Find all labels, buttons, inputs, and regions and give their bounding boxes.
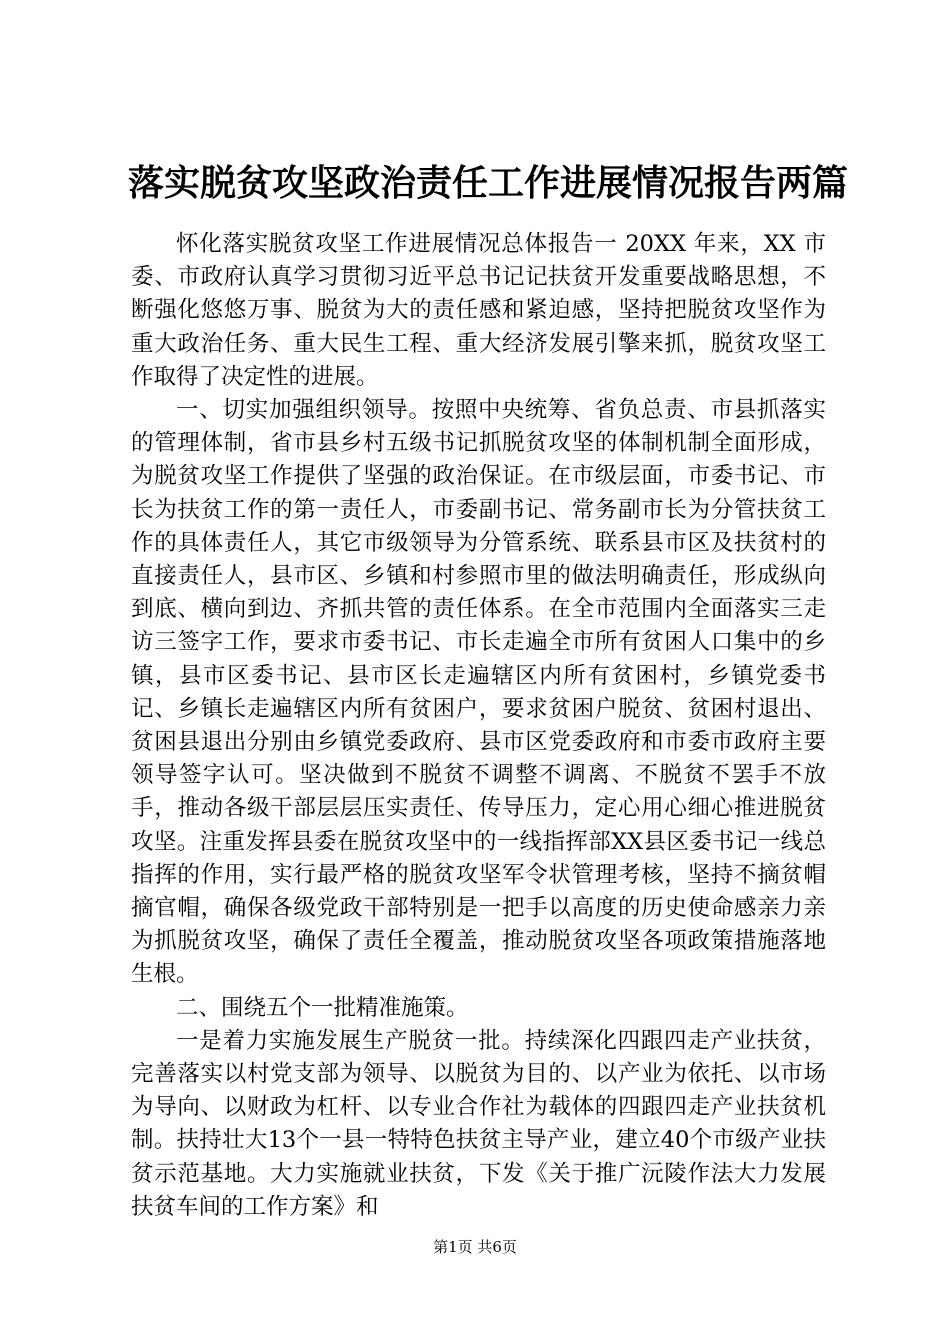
document-title: 落实脱贫攻坚政治责任工作进展情况报告两篇: [128, 162, 849, 204]
document-body: [131, 228, 826, 1224]
paragraph-section-2-item-1: 一是着力实施发展生产脱贫一批。持续深化四跟四走产业扶贫，完善落实以村党支部为领导、以脱贫为目的、以产业为依托、以市场为导向、以财政为杠杆、以专业合作社为载体的四跟四走产业扶贫机制。扶持壮大13个一县一特特色扶贫主导产业，建立40个市级产业扶贫示范基地。大力实施就业扶贫，下发《关于推广沅陵作法大力发展扶贫车间的工作方案》和: [131, 1027, 826, 1220]
page-footer: 第1页 共6页: [433, 1238, 517, 1256]
paragraph-section-2-heading: 二、围绕五个一批精准施策。: [176, 994, 469, 1021]
paragraph-intro: 怀化落实脱贫攻坚工作进展情况总体报告一 20XX 年来，XX 市委、市政府认真学习贯彻习近平总书记记扶贫开发重要战略思想，不断强化悠悠万事、脱贫为大的责任感和紧迫感，坚持把脱贫攻坚作为重大政治任务、重大民生工程、重大经济发展引擎来抓，脱贫攻坚工作取得了决定性的进展。: [131, 231, 826, 390]
paragraph-section-1: 一、切实加强组织领导。按照中央统筹、省负总责、市县抓落实的管理体制，省市县乡村五级书记抓脱贫攻坚的体制机制全面形成，为脱贫攻坚工作提供了坚强的政治保证。在市级层面，市委书记、市长为扶贫工作的第一责任人，市委副书记、常务副市长为分管扶贫工作的具体责任人，其它市级领导为分管系统、联系县市区及扶贫村的直接责任人，县市区、乡镇和村参照市里的做法明确责任，形成纵向到底、横向到边、齐抓共管的责任体系。在全市范围内全面落实三走访三签字工作，要求市委书记、市长走遍全市所有贫困人口集中的乡镇，县市区委书记、县市区长走遍辖区内所有贫困村，乡镇党委书记、乡镇长走遍辖区内所有贫困户，要求贫困户脱贫、贫困村退出、贫困县退出分别由乡镇党委政府、县市区党委政府和市委市政府主要领导签字认可。坚决做到不脱贫不调整不调离、不脱贫不罢手不放手，推动各级干部层层压实责任、传导压力，定心用心细心推进脱贫攻坚。注重发挥县委在脱贫攻坚中的一线指挥部XX县区委书记一线总指挥的作用，实行最严格的脱贫攻坚军令状管理考核，坚持不摘贫帽摘官帽，确保各级党政干部特别是一把手以高度的历史使命感亲力亲为抓脱贫攻坚，确保了责任全覆盖，推动脱贫攻坚各项政策措施落地生根。: [131, 397, 826, 988]
